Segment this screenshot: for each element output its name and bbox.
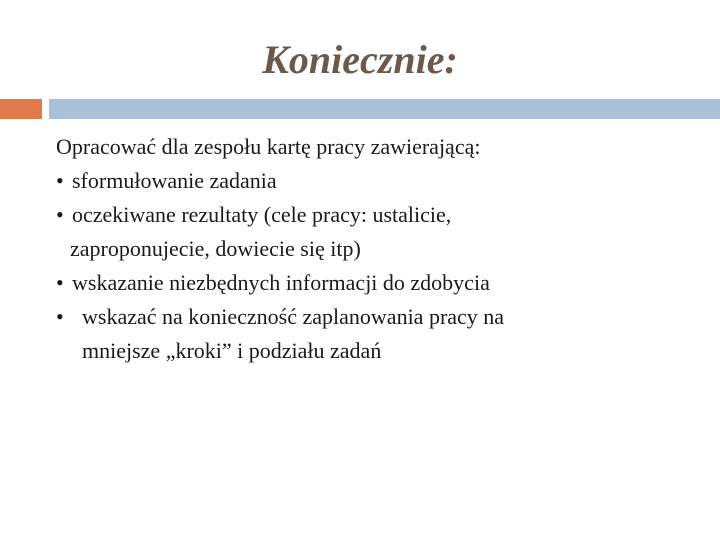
bullet-text — [82, 300, 696, 368]
bullet-item-2 — [56, 198, 696, 232]
bullet-text: oczekiwane rezultaty (cele pracy: ustalicie, — [72, 202, 452, 227]
bullet-text-line: mniejsze „kroki” i podziału zadań — [82, 338, 382, 363]
bullet-item-3 — [56, 266, 696, 300]
intro-text: Opracować dla zespołu kartę pracy zawierającą: — [56, 134, 481, 159]
bullet-text: sformułowanie zadania — [72, 168, 277, 193]
bullet-item-4 — [56, 300, 696, 368]
bullet-icon: • — [56, 304, 64, 329]
bullet-icon: • — [56, 270, 64, 295]
bullet-text-line: wskazać na konieczność zaplanowania pracy na — [82, 304, 505, 329]
bullet-text-continuation: zaproponujecie, dowiecie się itp) — [70, 236, 361, 261]
bullet-icon: • — [56, 202, 64, 227]
slide-body — [56, 130, 696, 368]
slide-title: Koniecznie: — [262, 37, 458, 82]
divider-accent-block — [0, 99, 42, 119]
bullet-text: wskazanie niezbędnych informacji do zdobycia — [72, 270, 490, 295]
bullet-icon: • — [56, 168, 64, 193]
title-divider — [0, 99, 720, 119]
bullet-item-1 — [56, 164, 696, 198]
divider-bar — [49, 99, 720, 119]
